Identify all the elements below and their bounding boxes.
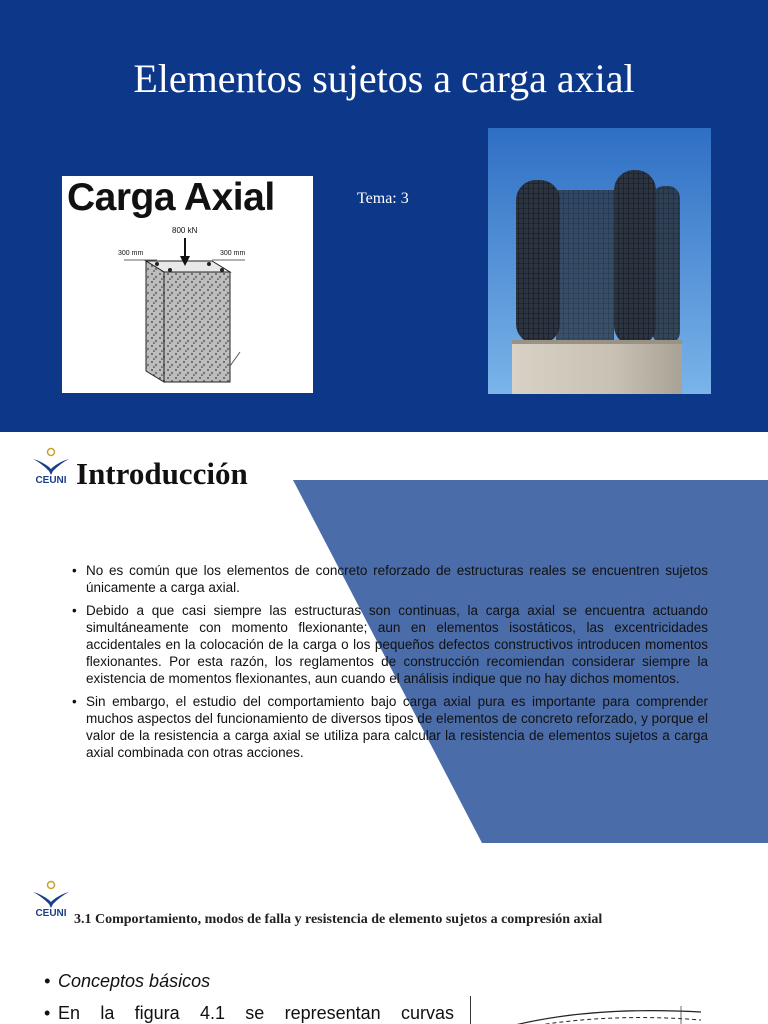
tema-label: Tema: 3 [357, 190, 409, 207]
carga-axial-image-heading: Carga Axial [67, 176, 275, 219]
introduccion-slide [0, 432, 768, 864]
title-slide [0, 0, 768, 432]
loaded-column-drawing [62, 176, 313, 393]
slide-title: Elementos sujetos a carga axial [133, 56, 635, 101]
ceuni-logo-text: CEUNI [35, 475, 67, 486]
ceuni-logo [31, 880, 71, 922]
rebar-column-photo [488, 128, 711, 394]
curve-drawing [471, 996, 723, 1024]
carga-axial-image [62, 176, 313, 393]
dimension-left-label: 300 mm [118, 250, 144, 257]
load-label: 800 kN [172, 226, 198, 235]
list-item: • Conceptos básicos [44, 968, 454, 994]
ceuni-logo-text: CEUNI [35, 908, 67, 919]
dimension-right-label: 300 mm [220, 250, 246, 257]
load-deformation-figure [470, 996, 723, 1024]
intro-bullet-list [72, 562, 708, 767]
list-item: • No es común que los elementos de concreto reforzado de estructuras reales se encuentren sujetos únicamente a carga axial. [72, 562, 708, 596]
slide-heading: 3.1 Comportamiento, modos de falla y resistencia de elemento sujetos a compresión axial [74, 912, 603, 927]
conceptos-bullet-list [44, 968, 454, 1024]
comportamiento-slide [0, 864, 768, 1024]
list-item: • En la figura 4.1 se representan curvas [44, 1000, 454, 1024]
rebar-column-illustration [488, 128, 711, 394]
eagle-icon [31, 880, 71, 910]
eagle-icon [31, 447, 71, 477]
ceuni-logo [31, 447, 71, 489]
slide-heading: Introducción [76, 456, 248, 491]
list-item: • Sin embargo, el estudio del comportamiento bajo carga axial pura es importante para comprender muchos aspectos del funcionamiento de diversos tipos de elementos de concreto reforzado, y porque el valor de la resistencia a carga axial se utiliza para calcular la resistencia de elementos sujetos a carga axial combinada con otras acciones. [72, 693, 708, 761]
list-item: • Debido a que casi siempre las estructuras son continuas, la carga axial se encuentra actuando simultáneamente con momento flexionante; aun en elementos isostáticos, las excentricidades accidentales en la colocación de la carga o los pequeños defectos constructivos introducen momentos flexionantes. Por esta razón, los reglamentos de construcción recomiendan considerar siempre la existencia de momentos flexionantes, aun cuando el análisis indique que no hay dichos momentos. [72, 602, 708, 687]
